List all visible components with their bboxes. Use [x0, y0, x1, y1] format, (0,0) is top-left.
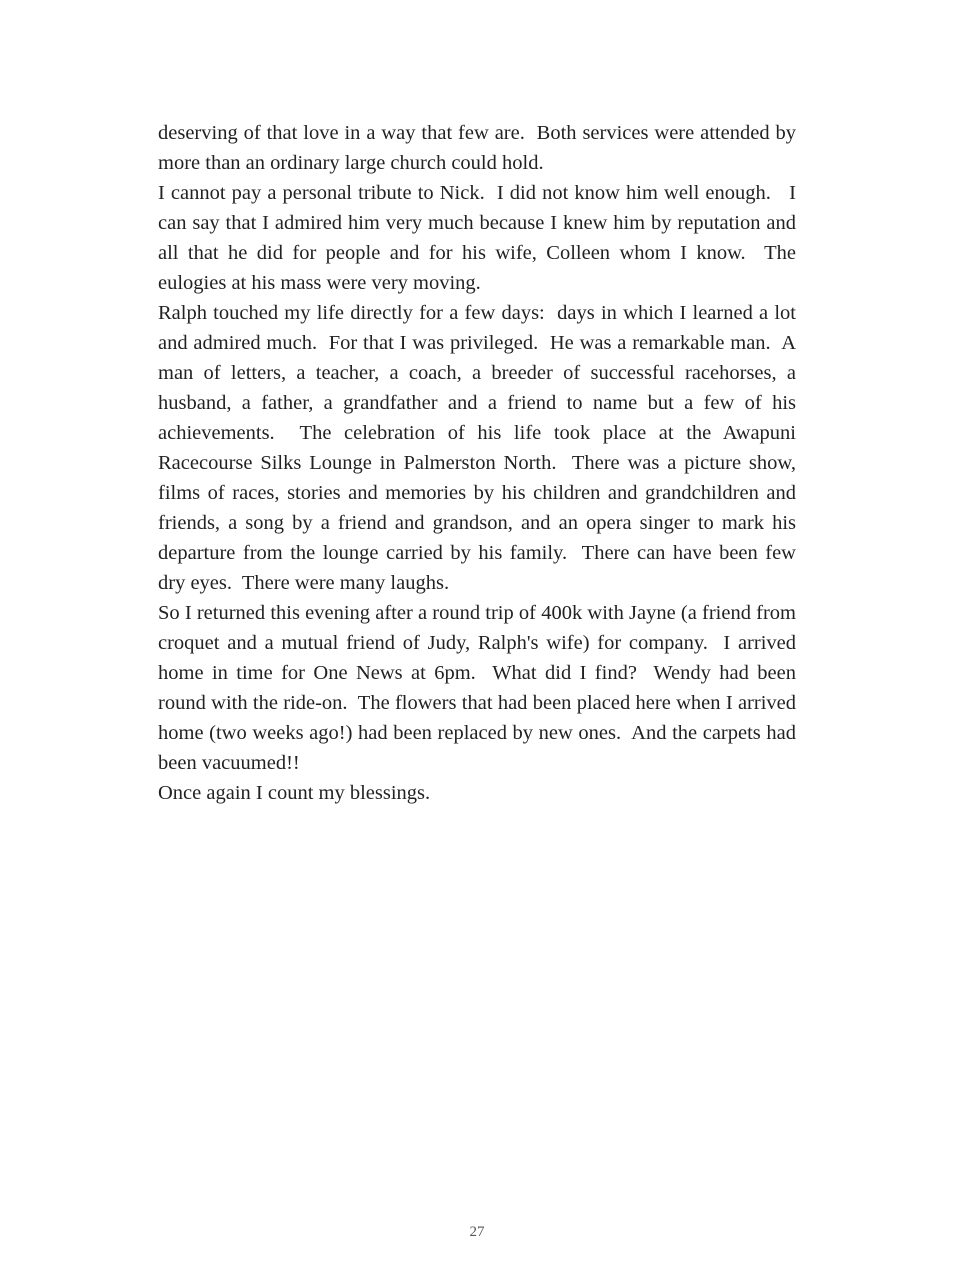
paragraph-return-home: So I returned this evening after a round trip of 400k with Jayne (a friend from croquet and a mutual friend of Judy, Ralph's wife) for company. I arrived home in time for One News at 6pm. What did I find? Wendy had been round with the ride-on. The flowers that had been placed here when I arrived home (two weeks ago!) had been replaced by new ones. And the carpets had been vacuumed!!: [158, 602, 802, 774]
body-text: [158, 118, 802, 808]
paragraph-services: deserving of that love in a way that few are. Both services were attended by more than an ordinary large church could hold.: [158, 122, 802, 174]
page-number: 27: [469, 1224, 485, 1240]
paragraph-nick-tribute: I cannot pay a personal tribute to Nick. I did not know him well enough. I can say that I admired him very much because I knew him by reputation and all that he did for people and for his wife, Colleen whom I know. The eulogies at his mass were very moving.: [158, 182, 802, 294]
paragraph-ralph-tribute: Ralph touched my life directly for a few days: days in which I learned a lot and admired much. For that I was privileged. He was a remarkable man. A man of letters, a teacher, a coach, a breeder of successful racehorses, a husband, a father, a grandfather and a friend to name but a few of his achievements. The celebration of his life took place at the Awapuni Racecourse Silks Lounge in Palmerston North. There was a picture show, films of races, stories and memories by his children and grandchildren and friends, a song by a friend and grandson, and an opera singer to mark his departure from the lounge carried by his family. There can have been few dry eyes. There were many laughs.: [158, 302, 802, 594]
paragraph-blessings: Once again I count my blessings.: [158, 782, 431, 804]
